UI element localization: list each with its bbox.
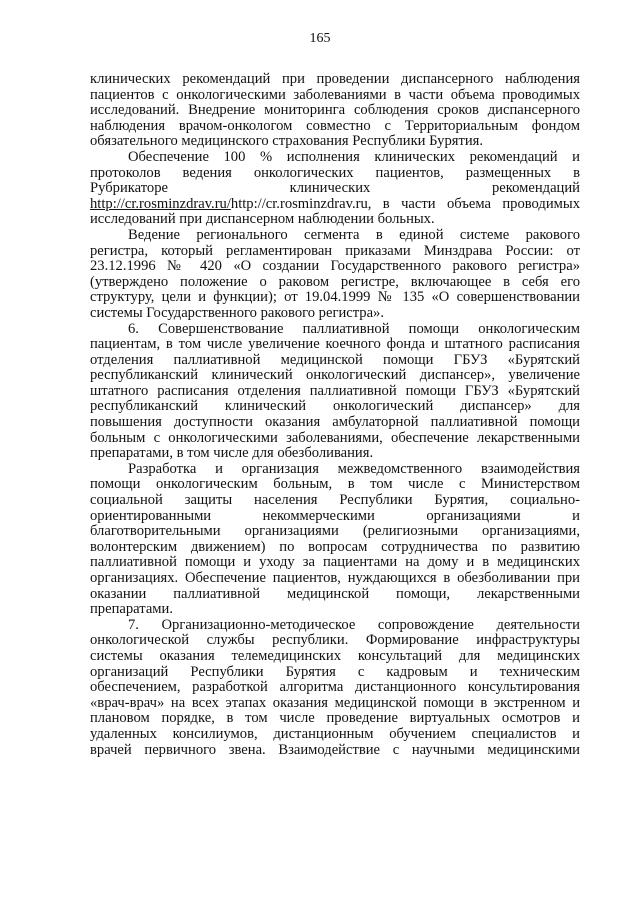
text-line: пациентов с онкологическими заболеваниями в части объема проводимых [90,87,580,103]
text-line: структуру, цели и функции); от 19.04.1999 № 135 «О совершенствовании [90,290,580,306]
text-line: оказании паллиативной медицинской помощи, лекарственными [90,586,580,602]
text-line: 6. Совершенствование паллиативной помощи онкологическим [128,321,580,337]
text-line: волонтерским движением) по вопросам сотрудничества по развитию [90,539,580,555]
text-line: штатного расписания отделения паллиативной помощи ГБУЗ «Бурятский [90,383,580,399]
text-line: Рубрикаторе клинических рекомендаций [90,181,580,197]
text-line: обеспечением, разработкой алгоритма дистанционного консультирования [90,680,580,696]
text-line: помощи онкологическим больным, в том числе с Министерством [90,477,580,493]
text-line: 7. Организационно-методическое сопровождение деятельности [128,617,580,633]
text-line: исследований. Внедрение мониторинга соблюдения сроков диспансерного [90,103,580,119]
text-line: больным с онкологическими заболеваниями, обеспечение лекарственными [90,430,580,446]
text-line: республиканский клинический онкологический диспансер», увеличение [90,368,580,384]
text-line [90,197,580,213]
text-line: пациентам, в том числе увеличение коечного фонда и штатного расписания [90,337,580,353]
text-line: отделения паллиативной медицинской помощи ГБУЗ «Бурятский [90,352,580,368]
text-line: Разработка и организация межведомственного взаимодействия [128,461,580,477]
text-line: удаленных консилиумов, дистанционным обучением специалистов и [90,726,580,742]
text-line: препаратами. [90,601,173,618]
text-line: социальной защиты населения Республики Бурятия, социально- [90,493,580,509]
text-line: ориентированными некоммерческими организациями и [90,508,580,524]
text-line: организаций Республики Бурятия с кадровым и техническим [90,664,580,680]
page-number: 165 [309,31,331,46]
text-line: системы оказания телемедицинских консультаций для медицинских [90,648,580,664]
text-line: плановом порядке, в том числе проведение виртуальных осмотров и [90,711,580,727]
text-line: наблюдения врачом-онкологом совместно с Территориальным фондом [90,118,580,134]
rubricator-link[interactable]: http://cr.rosminzdrav.ru/ [90,196,231,212]
text-line: паллиативной помощи и уходу за пациентами на дому и в медицинских [90,555,580,571]
text-line: протоколов ведения онкологических пациентов, размещенных в [90,165,580,181]
text-line: исследований при диспансерном наблюдении больных. [90,211,435,228]
text-line: 23.12.1996 № 420 «О создании Государственного ракового регистра» [90,259,580,275]
text-line: Ведение регионального сегмента в единой системе ракового [128,227,580,243]
text-line: регистра, который регламентирован приказами Минздрава России: от [90,243,580,259]
text-segment: http://cr.rosminzdrav.ru, в части объема проводимых [230,196,580,212]
text-line: Обеспечение 100 % исполнения клинических рекомендаций и [128,149,580,165]
text-line: (утверждено положение о раковом регистре, включающее в себя его [90,274,580,290]
text-line: онкологической службы республики. Формирование инфраструктуры [90,633,580,649]
document-body [90,72,580,758]
text-line: препаратами, в том числе для обезболивания. [90,445,374,462]
text-line: республиканский клинический онкологический диспансер» для [90,399,580,415]
text-line: благотворительными организациями (религиозными организациями, [90,524,580,540]
text-line: клинических рекомендаций при проведении диспансерного наблюдения [90,72,580,87]
text-line: «врач-врач» на всех этапах оказания медицинской помощи в экстренном и [90,695,580,711]
text-line: обязательного медицинского страхования Республики Бурятия. [90,133,484,150]
text-line: организациях. Обеспечение пациентов, нуждающихся в обезболивании при [90,571,580,586]
text-line: повышения доступности оказания амбулаторной паллиативной помощи [90,415,580,431]
text-line: системы Государственного ракового регистра». [90,304,385,321]
text-line: врачей первичного звена. Взаимодействие с научными медицинскими [90,742,580,758]
